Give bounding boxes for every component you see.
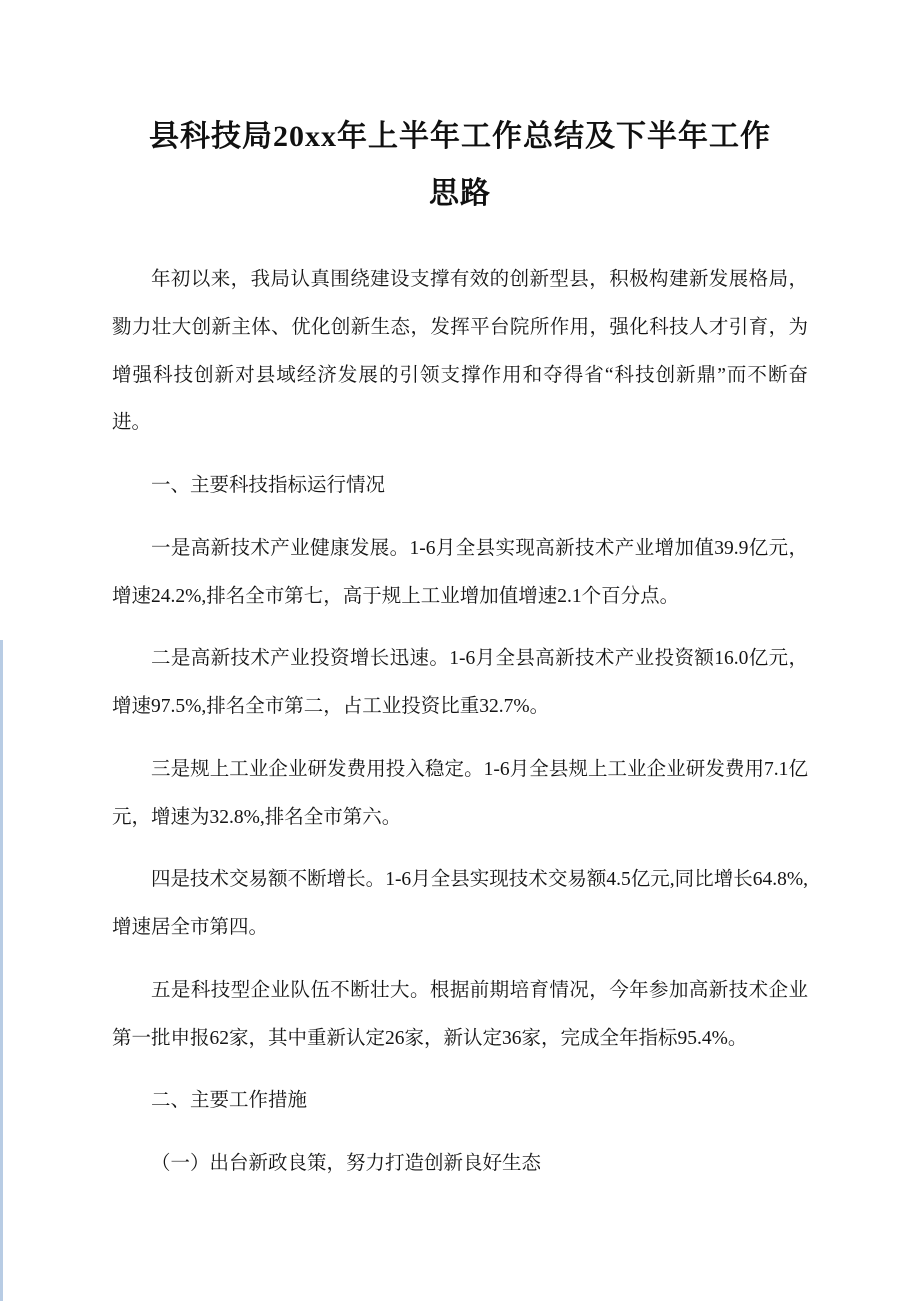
section-heading-2: 二、主要工作措施 [151,1090,308,1112]
paragraph-indicator-4: 四是技术交易额不断增长。1-6月全县实现技术交易额4.5亿元,同比增长64.8%,增速居全市第四。 [112,869,808,939]
document-title-line-2: 思路 [429,177,491,210]
paragraph-indicator-2: 二是高新技术产业投资增长迅速。1-6月全县高新技术产业投资额16.0亿元，增速97.5%,排名全市第二，占工业投资比重32.7%。 [112,648,808,718]
paragraph-intro: 年初以来，我局认真围绕建设支撑有效的创新型县，积极构建新发展格局，勠力壮大创新主体、优化创新生态，发挥平台院所作用，强化科技人才引育，为增强科技创新对县域经济发展的引领支撑作用和夺得省“科技创新鼎”而不断奋进。 [112,269,808,434]
section-heading-1: 一、主要科技指标运行情况 [151,475,386,497]
page-edge-line [0,640,3,1301]
subsection-heading-1: （一）出台新政良策，努力打造创新良好生态 [151,1153,542,1175]
paragraph-indicator-5: 五是科技型企业队伍不断壮大。根据前期培育情况，今年参加高新技术企业第一批申报62家，其中重新认定26家，新认定36家，完成全年指标95.4%。 [112,979,808,1049]
document-title-line-1: 县科技局20xx年上半年工作总结及下半年工作 [149,120,771,153]
document-body [112,256,808,1188]
document-title [112,108,808,222]
paragraph-indicator-1: 一是高新技术产业健康发展。1-6月全县实现高新技术产业增加值39.9亿元，增速24.2%,排名全市第七，高于规上工业增加值增速2.1个百分点。 [112,537,808,607]
paragraph-indicator-3: 三是规上工业企业研发费用投入稳定。1-6月全县规上工业企业研发费用7.1亿元，增速为32.8%,排名全市第六。 [112,758,808,828]
